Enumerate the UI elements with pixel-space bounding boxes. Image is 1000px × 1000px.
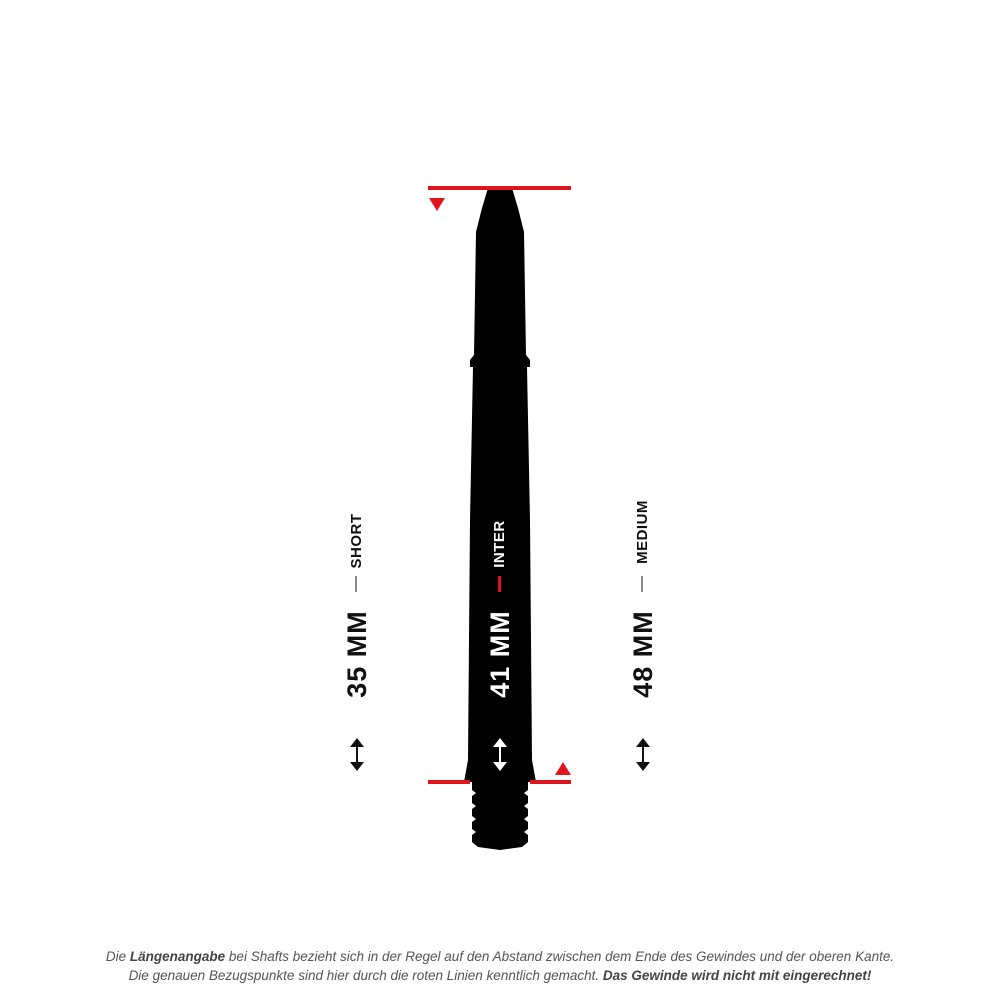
top-marker-triangle-icon xyxy=(429,198,445,211)
footer-note-line-1 xyxy=(0,947,1000,966)
category-label-medium: MEDIUM xyxy=(634,500,651,564)
length-label-inter: 41 MM xyxy=(485,610,515,698)
top-reference-line xyxy=(428,186,571,190)
category-label-short: SHORT xyxy=(348,513,365,569)
length-label-medium: 48 MM xyxy=(628,610,658,698)
bottom-reference-line xyxy=(428,780,470,784)
footer-line1-bold: Längenangabe xyxy=(129,949,226,964)
footer-line1-prefix: Die xyxy=(105,949,130,964)
shaft-thread xyxy=(472,782,528,850)
length-arrow-short-icon xyxy=(350,738,364,771)
length-arrow-medium-icon xyxy=(636,738,650,771)
footer-line2-bold: Das Gewinde wird nicht mit eingerechnet! xyxy=(602,968,872,983)
bottom-reference-line-right xyxy=(530,780,571,784)
length-label-short: 35 MM xyxy=(342,610,372,698)
category-label-inter: INTER xyxy=(491,520,508,568)
footer-line1-suffix: bei Shafts bezieht sich in der Regel auf den Abstand zwischen dem Ende des Gewindes und der oberen Kante. xyxy=(225,949,895,964)
footer-line2-prefix: Die genauen Bezugspunkte sind hier durch die roten Linien kenntlich gemacht. xyxy=(128,968,603,983)
bottom-marker-triangle-icon xyxy=(555,762,571,775)
footer-note-line-2 xyxy=(0,966,1000,985)
